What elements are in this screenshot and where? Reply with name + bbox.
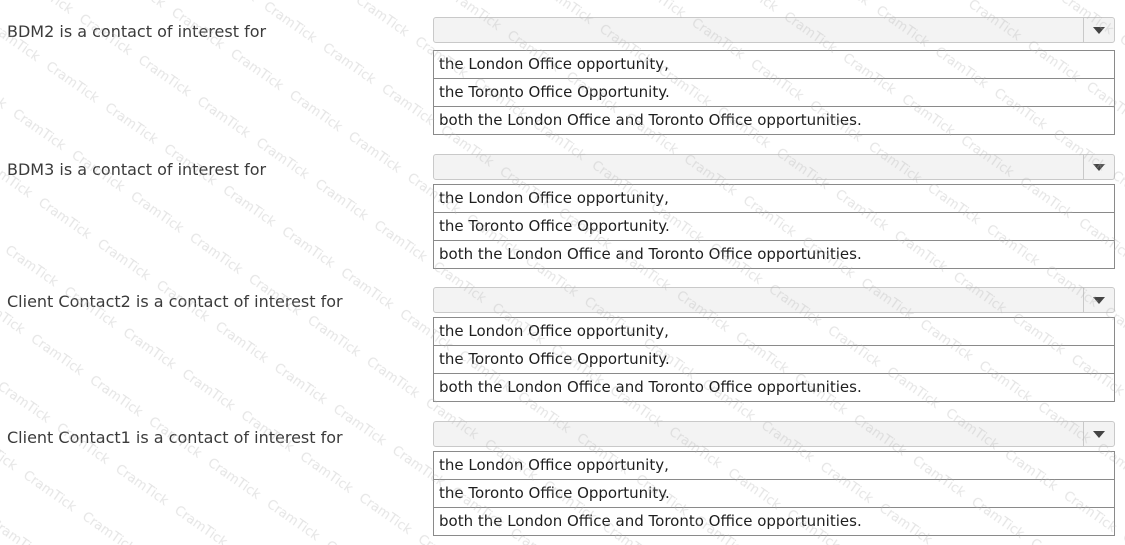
dropdown-option[interactable]: the Toronto Office Opportunity. (434, 346, 1114, 374)
answer-dropdown[interactable] (433, 421, 1115, 447)
answer-dropdown[interactable] (433, 154, 1115, 180)
dropdown-option[interactable]: the Toronto Office Opportunity. (434, 79, 1114, 107)
chevron-down-icon[interactable] (1083, 288, 1114, 312)
dropdown-options (433, 50, 1115, 135)
chevron-down-icon[interactable] (1083, 18, 1114, 42)
dropdown-option[interactable]: both the London Office and Toronto Office opportunities. (439, 111, 862, 129)
dropdown-option[interactable]: the London Office opportunity, (434, 51, 1114, 79)
question-label: BDM2 is a contact of interest for (7, 22, 267, 41)
chevron-down-icon[interactable] (1083, 422, 1114, 446)
dropdown-option[interactable]: the London Office opportunity, (434, 452, 1114, 480)
dropdown-option[interactable]: the Toronto Office Opportunity. (434, 213, 1114, 241)
question-label: Client Contact2 is a contact of interest for (7, 292, 343, 311)
dropdown-option[interactable]: the London Office opportunity, (434, 185, 1114, 213)
dropdown-option[interactable]: both the London Office and Toronto Office opportunities. (439, 378, 862, 396)
dropdown-options (433, 184, 1115, 269)
dropdown-options (433, 451, 1115, 536)
question-label: Client Contact1 is a contact of interest for (7, 428, 343, 447)
chevron-down-icon[interactable] (1083, 155, 1114, 179)
dropdown-options (433, 317, 1115, 402)
dropdown-option[interactable]: both the London Office and Toronto Office opportunities. (439, 245, 862, 263)
question-label: BDM3 is a contact of interest for (7, 160, 267, 179)
answer-dropdown[interactable] (433, 287, 1115, 313)
dropdown-option[interactable]: the Toronto Office Opportunity. (434, 480, 1114, 508)
dropdown-option[interactable]: the London Office opportunity, (434, 318, 1114, 346)
dropdown-option[interactable]: both the London Office and Toronto Office opportunities. (439, 512, 862, 530)
answer-dropdown[interactable] (433, 17, 1115, 43)
